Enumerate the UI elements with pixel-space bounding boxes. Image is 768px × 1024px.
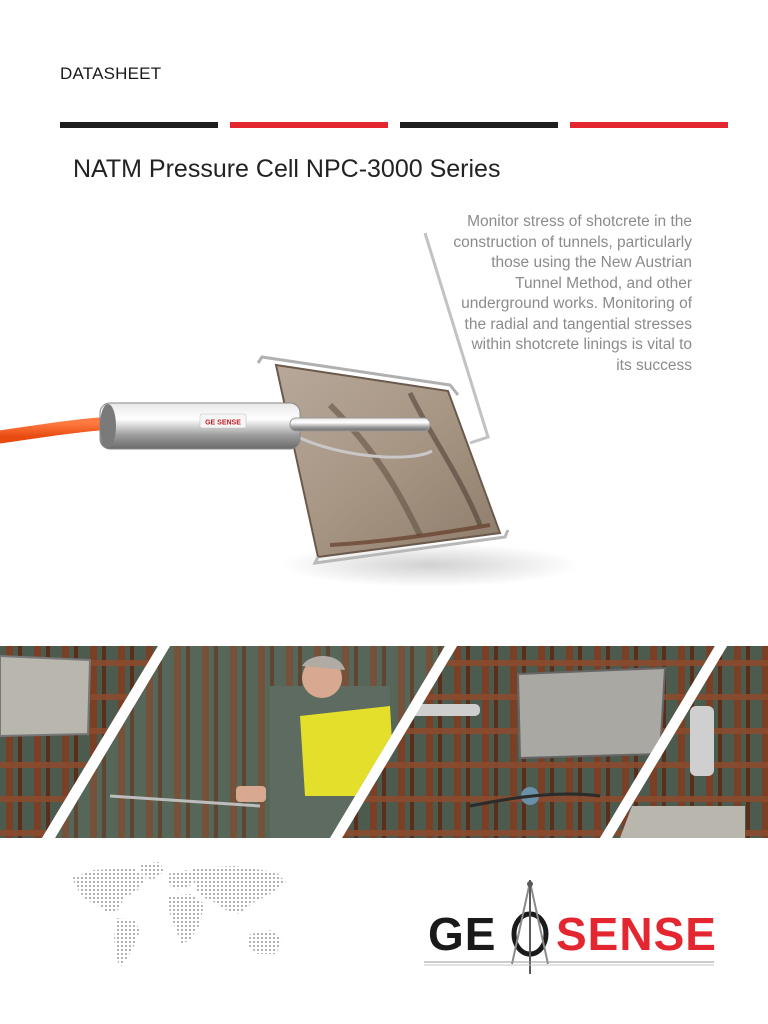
geosense-logo [424, 878, 724, 978]
divider-bar-2 [230, 122, 388, 128]
installation-photo-strip [0, 646, 768, 838]
product-description: Monitor stress of shotcrete in the construction of tunnels, particularly those using the New Austrian Tunnel Method, and other underground works. Monitoring of the radial and tangential stresses within shotcrete linings is vital to its success [453, 213, 692, 374]
compass-icon [512, 880, 548, 974]
logo-text-ge: GE [428, 908, 497, 960]
product-title: NATM Pressure Cell NPC-3000 Series [73, 155, 501, 183]
logo-text-sense: SENSE [556, 908, 717, 960]
divider-bar-4 [570, 122, 728, 128]
world-map-icon [64, 860, 294, 972]
document-type-label: DATASHEET [60, 64, 162, 83]
divider-bar-1 [60, 122, 218, 128]
sensor-body-label: GE SENSE [205, 419, 241, 427]
divider-bar-3 [400, 122, 558, 128]
